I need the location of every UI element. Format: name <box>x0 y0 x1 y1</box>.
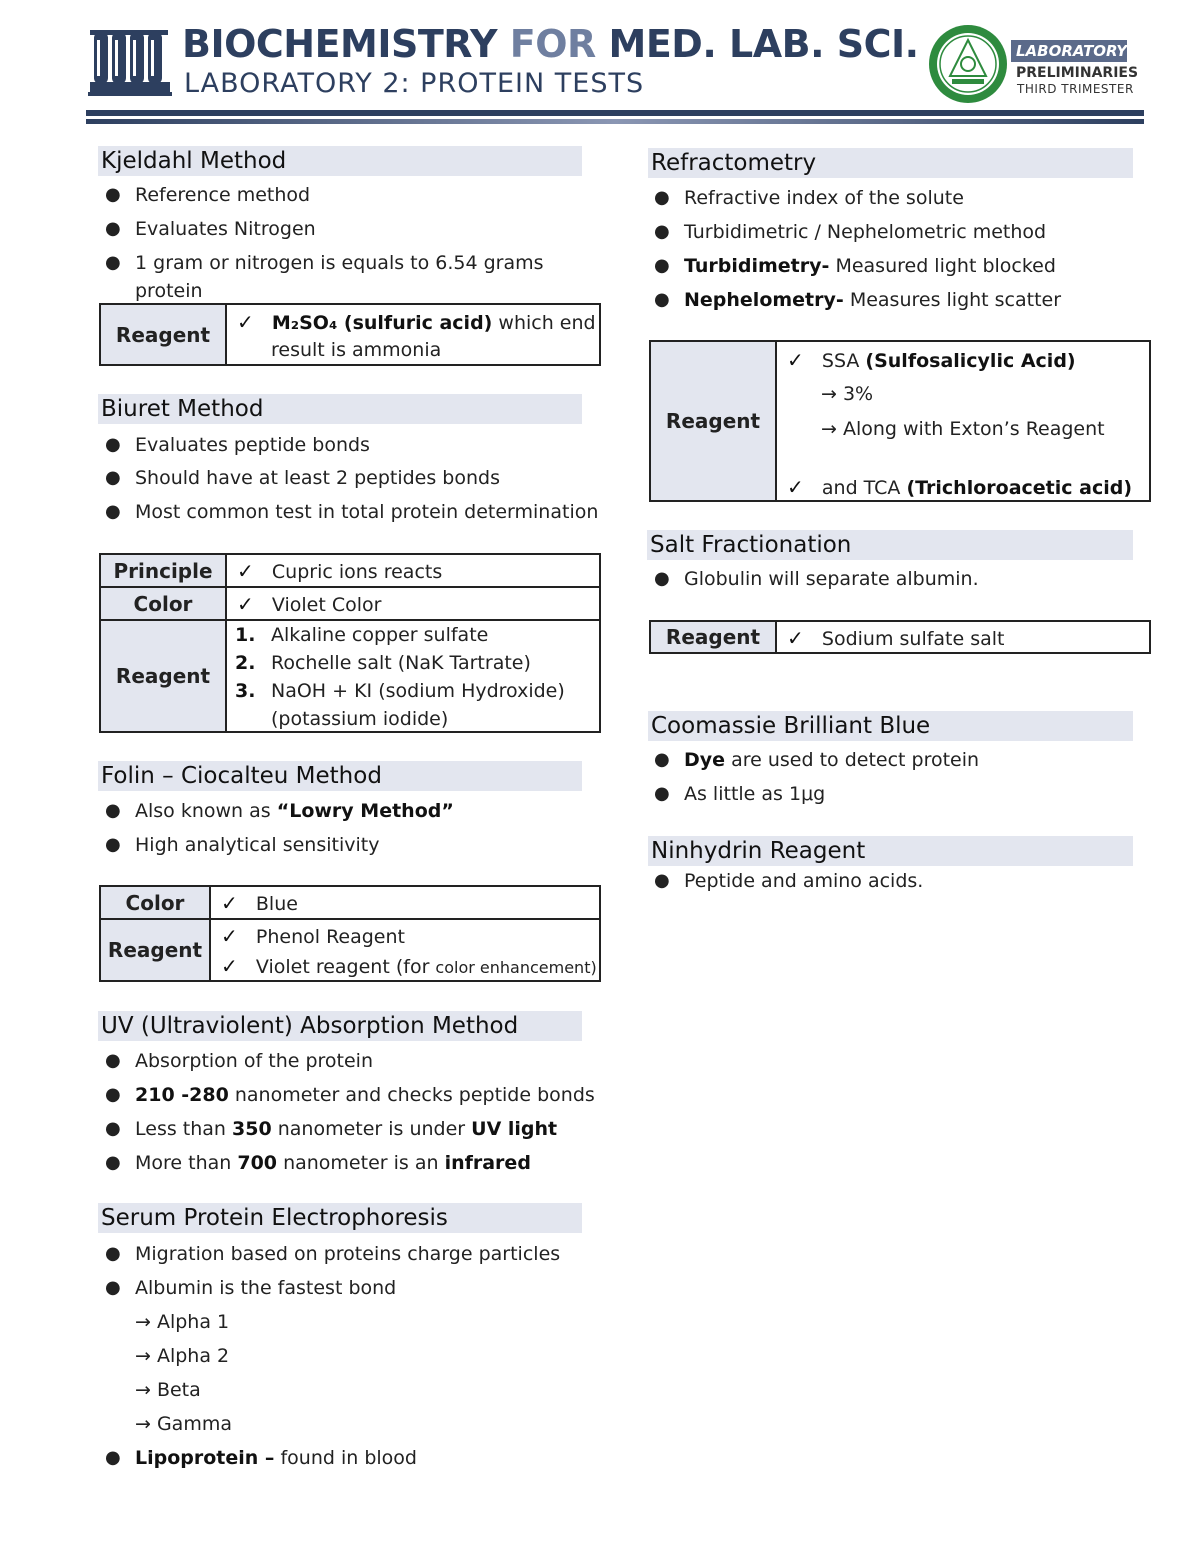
list-item: ● Lipoprotein – found in blood <box>105 1447 417 1469</box>
list-item: ● Dye are used to detect protein <box>654 749 980 771</box>
table-label: Color <box>101 588 227 619</box>
list-item: ● Turbidimetry- Measured light blocked <box>654 255 1056 277</box>
table-cell: ✓ Cupric ions reacts <box>237 559 443 583</box>
kjeldahl-heading: Kjeldahl Method <box>98 146 582 176</box>
folin-table <box>99 885 601 982</box>
table-cell: → Along with Exton’s Reagent <box>821 418 1105 440</box>
uv-heading: UV (Ultraviolent) Absorption Method <box>98 1011 582 1041</box>
table-cell: ✓ SSA (Sulfosalicylic Acid) <box>787 348 1076 372</box>
table-cell: ✓ and TCA (Trichloroacetic acid) <box>787 475 1133 499</box>
list-item: ● Albumin is the fastest bond <box>105 1277 397 1299</box>
table-cell: 2. <box>235 652 256 674</box>
document-subtitle: LABORATORY 2: PROTEIN TESTS <box>184 68 645 99</box>
list-item: ● Nephelometry- Measures light scatter <box>654 289 1062 311</box>
term-label: PRELIMINARIES <box>1016 65 1139 81</box>
header-divider <box>86 110 1144 126</box>
list-item: ● Most common test in total protein determination <box>105 501 599 523</box>
laboratory-badge: LABORATORY <box>1011 40 1127 62</box>
list-item: ● 1 gram or nitrogen is equals to 6.54 grams <box>105 252 544 274</box>
sub-list-item: → Alpha 1 <box>135 1311 230 1333</box>
refractometry-heading: Refractometry <box>648 148 1133 178</box>
table-cell: 1. <box>235 624 256 646</box>
table-cell: ✓ Phenol Reagent <box>221 924 405 948</box>
list-item: ● Evaluates Nitrogen <box>105 218 316 240</box>
list-item: ● Evaluates peptide bonds <box>105 434 370 456</box>
list-item: ● Should have at least 2 peptides bonds <box>105 467 500 489</box>
table-cell: NaOH + KI (sodium Hydroxide) <box>271 680 565 702</box>
trimester-label: THIRD TRIMESTER <box>1017 82 1134 96</box>
list-item: ● Less than 350 nanometer is under UV light <box>105 1118 558 1140</box>
sub-list-item: → Alpha 2 <box>135 1345 230 1367</box>
list-item-continuation: protein <box>135 280 203 302</box>
salt-reagent-table <box>649 620 1151 654</box>
table-cell: ✓ Blue <box>221 891 298 915</box>
list-item: ● Absorption of the protein <box>105 1050 374 1072</box>
sub-list-item: → Gamma <box>135 1413 232 1435</box>
university-seal-icon <box>928 24 1008 104</box>
list-item: ● Migration based on proteins charge particles <box>105 1243 561 1265</box>
table-label: Reagent <box>651 622 777 652</box>
list-item: ● Refractive index of the solute <box>654 187 964 209</box>
table-cell: ✓ M₂SO₄ (sulfuric acid) which end <box>237 310 596 334</box>
electrophoresis-heading: Serum Protein Electrophoresis <box>98 1203 582 1233</box>
table-cell: 3. <box>235 680 256 702</box>
folin-heading: Folin – Ciocalteu Method <box>98 761 582 791</box>
refractometry-reagent-table <box>649 340 1151 502</box>
kjeldahl-reagent-table <box>99 303 601 366</box>
table-label: Reagent <box>651 342 777 500</box>
table-cell: Rochelle salt (NaK Tartrate) <box>271 652 531 674</box>
salt-fractionation-heading: Salt Fractionation <box>647 530 1133 560</box>
list-item: ● As little as 1μg <box>654 783 826 805</box>
table-cell: ✓ Sodium sulfate salt <box>787 626 1005 650</box>
list-item: ● Also known as “Lowry Method” <box>105 800 454 822</box>
table-cell: (potassium iodide) <box>271 708 449 730</box>
sub-list-item: → Beta <box>135 1379 201 1401</box>
table-cell: ✓ Violet reagent (for color enhancement) <box>221 954 597 978</box>
list-item: ● Peptide and amino acids. <box>654 870 924 892</box>
table-label: Color <box>101 887 211 918</box>
table-cell: result is ammonia <box>271 339 442 361</box>
biuret-table <box>99 553 601 733</box>
list-item: ● More than 700 nanometer is an infrared <box>105 1152 531 1174</box>
table-label: Reagent <box>101 305 227 364</box>
list-item: ● High analytical sensitivity <box>105 834 380 856</box>
document-title: BIOCHEMISTRY FOR MED. LAB. SCI. <box>182 22 919 66</box>
table-label: Reagent <box>101 621 227 731</box>
table-cell: Alkaline copper sulfate <box>271 624 489 646</box>
list-item: ● Reference method <box>105 184 311 206</box>
ninhydrin-heading: Ninhydrin Reagent <box>648 836 1133 866</box>
coomassie-heading: Coomassie Brilliant Blue <box>648 711 1133 741</box>
table-label: Principle <box>101 555 227 586</box>
table-cell: → 3% <box>821 383 874 405</box>
test-tubes-icon <box>88 28 172 98</box>
table-label: Reagent <box>101 920 211 980</box>
list-item: ● Turbidimetric / Nephelometric method <box>654 221 1047 243</box>
biuret-heading: Biuret Method <box>98 394 582 424</box>
list-item: ● Globulin will separate albumin. <box>654 568 979 590</box>
table-cell: ✓ Violet Color <box>237 592 382 616</box>
list-item: ● 210 -280 nanometer and checks peptide bonds <box>105 1084 595 1106</box>
